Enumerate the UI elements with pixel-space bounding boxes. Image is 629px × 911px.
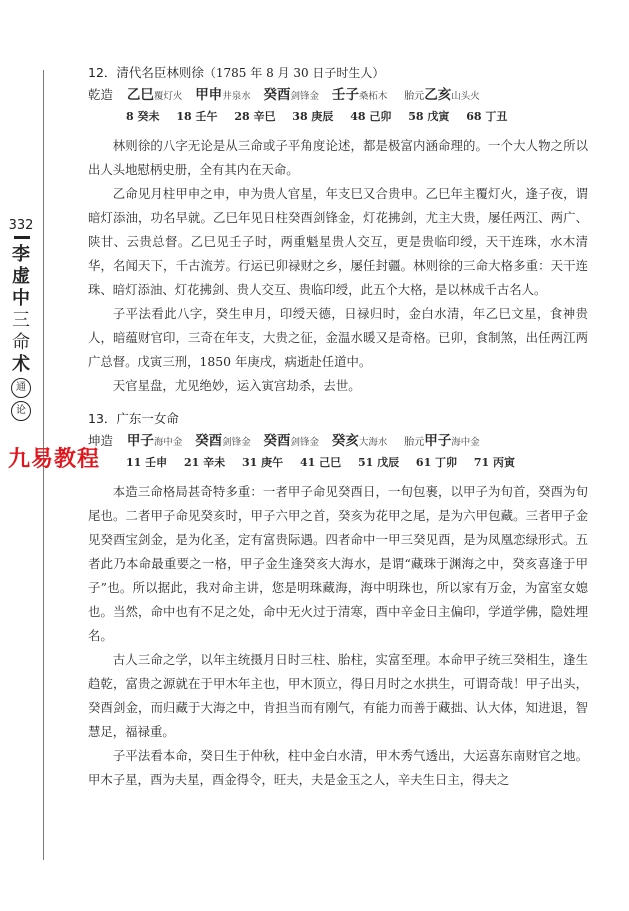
book-title-char: 三	[12, 310, 30, 331]
book-title-char: 中	[12, 288, 30, 309]
body-paragraph: 乙命见月柱甲申之申，申为贵人官星，年支巳又合贵申。乙巳年主覆灯火，逢子夜，谓暗灯添油，功名早就。乙巳年见日柱癸酉剑锋金，灯花拂剑，尤主大贵，屡任两江、两广、陕甘、云贵总督。乙巳见壬子时，两重魁星贵人交互，更是贵临印绶，天干连珠，水木清华，名闻天下，千古流芳。行运已卯禄财之乡，屡任封疆。林则徐的三命大格多重：天干连珠、暗灯添油、灯花拂剑、贵人交互、贵临印绶，此五个大格，是以林成千古名人。	[88, 186, 588, 297]
pillar-ganzhi: 乙巳	[126, 87, 154, 103]
body-paragraph: 古人三命之学，以年主统摄月日时三柱、胎柱，实富至理。本命甲子统三癸相生，逢生趋乾，富贵之源就在于甲木年主也，甲木顶立，得日月时之水拱生，可谓奇哉！甲子出头，癸酉剑金，而归藏于大海之中，肯担当而有刚气，有能力而善于藏拙、认大体，知进退，智慧足，福禄重。	[88, 652, 588, 739]
pillar	[127, 88, 183, 102]
section-title-text: 13．广东一女命	[88, 411, 179, 426]
dayun-item: 18 壬午	[176, 110, 218, 123]
pillar	[127, 434, 183, 448]
dayun-item: 31 庚午	[241, 456, 284, 469]
pillar-nayin: 剑锋金	[222, 437, 251, 448]
bazi-chart	[88, 430, 588, 452]
book-title-char: 虚	[12, 266, 30, 287]
body-paragraph: 本造三命格局甚奇特多重：一者甲子命见癸酉日，一旬包裹，以甲子为旬首，癸酉为旬尾也。二者甲子命见癸亥时，甲子六甲之首，癸亥为花甲之尾，是为六甲包藏。三者甲子金见癸酉宝剑金，是为化圣，定有富贵际遇。四者命中一甲三癸见酉，是为凤凰恋绿形式。五者此乃本命最重要之一格，甲子金生逢癸亥大海水，是谓“藏珠于渊海之中，癸亥喜逢于甲子”也。所以据此，我对命主讲，您是明珠藏海，海中明珠也，所以家有万金，为富室女媳也。当然，命中也有不足之处，命中无火过于清寒，酉中辛金日主偏印，学道学佛，隐姓埋名。	[88, 484, 588, 643]
dayun-item: 48 己卯	[350, 110, 392, 123]
pillar	[332, 434, 388, 448]
pillar-nayin: 海中金	[153, 437, 183, 448]
dayun-row	[88, 106, 588, 128]
pillar-ganzhi: 乙亥	[424, 87, 452, 103]
dayun-item: 61 丁卯	[415, 456, 458, 469]
dayun-item: 8 癸未	[126, 110, 160, 123]
pillar	[264, 88, 320, 102]
dayun-item: 58 戊寅	[408, 110, 450, 123]
dayun-item: 28 辛巳	[234, 110, 276, 123]
body-paragraph: 天官星盘，尤见绝妙，运入寅宫劫杀，去世。	[112, 378, 361, 393]
dayun-row	[88, 452, 588, 474]
section-subtitle: （1785 年 8 月 30 日子时生人）	[203, 66, 385, 80]
pillar-nayin: 剑锋金	[290, 91, 320, 102]
badge-char: 通	[11, 378, 31, 398]
dayun-item: 68 丁丑	[466, 110, 508, 123]
dayun-item: 21 辛未	[183, 456, 226, 469]
dayun-item: 38 庚辰	[292, 110, 334, 123]
chart-kind: 乾造	[88, 87, 114, 102]
watermark-logo: 九易教程	[8, 447, 101, 472]
pillar-ganzhi: 癸酉	[263, 87, 291, 103]
pillar-nayin: 井泉水	[222, 91, 251, 102]
dayun-item: 51 戊辰	[357, 456, 400, 469]
pillar-ganzhi: 甲子	[126, 433, 154, 449]
pillar-nayin: 覆灯火	[153, 91, 183, 102]
pillar-ganzhi: 癸酉	[195, 433, 223, 449]
tai-label: 胎元	[404, 437, 425, 448]
pillar-nayin: 海中金	[451, 437, 480, 448]
book-title-vertical	[9, 244, 33, 421]
bazi-chart	[88, 84, 588, 106]
section-title-text: 12．清代名臣林则徐	[88, 65, 204, 80]
tai-label: 胎元	[404, 91, 425, 102]
pillar-ganzhi: 癸亥	[331, 433, 359, 449]
pillar	[195, 88, 251, 102]
pillar	[264, 434, 320, 448]
section-title	[88, 408, 588, 430]
body-paragraph: 子平法看此八字，癸生申月，印绶天德，日禄归时，金白水清，年乙巳文星，食神贵人，暗蕴财官印，三奇在年支，大贵之征，金温水暖又是奇格。已卯，食制煞，出任两江两广总督。戊寅三刑，1850 年庚戌，病逝赴任道中。	[88, 306, 588, 369]
page-number-rule	[14, 236, 30, 239]
pillar-nayin: 剑锋金	[290, 437, 320, 448]
dayun-item: 71 丙寅	[473, 456, 516, 469]
pillar	[195, 434, 251, 448]
pillar-nayin: 山头火	[451, 91, 480, 102]
chart-kind: 坤造	[88, 433, 114, 448]
pillar-ganzhi: 甲子	[424, 433, 452, 449]
body-paragraph: 子平法看本命，癸日生于仲秋，柱中金白水清，甲木秀气透出，大运喜东南财官之地。甲木子星，酉为夫星，酉金得令，旺夫，夫是金玉之人，辛夫生日主，得夫之	[88, 748, 588, 787]
pillar-nayin: 大海水	[358, 437, 388, 448]
pillar-ganzhi: 壬子	[331, 87, 359, 103]
pillar	[332, 88, 388, 102]
pillar-nayin: 桑柘木	[358, 91, 388, 102]
page-number: 332	[8, 218, 34, 233]
pillar-ganzhi: 甲申	[195, 87, 223, 103]
body-paragraph: 林则徐的八字无论是从三命或子平角度论述，都是极富内涵命理的。一个大人物之所以出人头地慰柄史册，全有其内在天命。	[88, 138, 588, 177]
section-title	[88, 62, 588, 84]
book-title-char: 命	[12, 332, 30, 353]
tai-pillar	[424, 434, 480, 448]
book-title-char: 李	[12, 244, 30, 265]
pillar-ganzhi: 癸酉	[263, 433, 291, 449]
page-content	[88, 62, 588, 792]
tai-pillar	[424, 88, 480, 102]
badge-char: 论	[11, 401, 31, 421]
dayun-item: 11 壬申	[126, 456, 168, 469]
book-title-char: 术	[12, 354, 30, 375]
dayun-item: 41 己巳	[299, 456, 342, 469]
